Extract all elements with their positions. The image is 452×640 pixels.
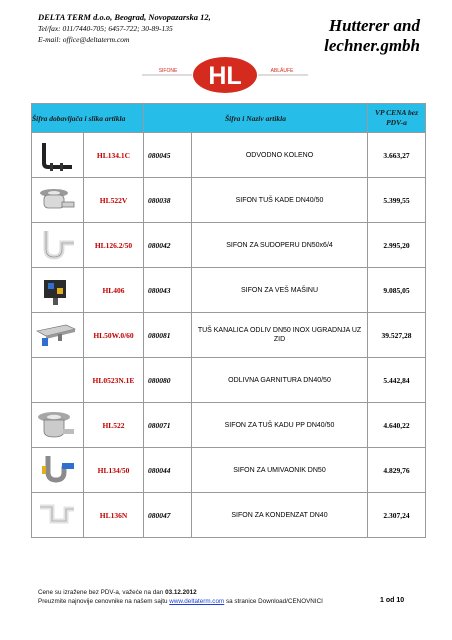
- shower-channel-icon: [36, 319, 76, 351]
- table-row: [32, 268, 426, 313]
- product-image-cell: [32, 133, 84, 178]
- article-code: 080071: [144, 403, 192, 448]
- supplier-code: HL0523N.1E: [84, 358, 144, 403]
- pipe-elbow-icon: [36, 139, 76, 171]
- article-name: ODVODNO KOLENO: [192, 133, 368, 178]
- supplier-code: HL522: [84, 403, 144, 448]
- table-header-row: [32, 104, 426, 133]
- logo-left-text: SIFONE: [158, 68, 178, 74]
- table-row: [32, 403, 426, 448]
- article-code: 080045: [144, 133, 192, 178]
- website-link[interactable]: www.deltaterm.com: [169, 598, 225, 605]
- logo-right-text: ABLÄUFE: [270, 68, 294, 74]
- product-image-cell: [32, 268, 84, 313]
- price-value: 4.829,76: [368, 448, 426, 493]
- footer-note: [38, 588, 438, 606]
- product-image-cell: [32, 223, 84, 268]
- article-code: 080047: [144, 493, 192, 538]
- price-table: [31, 103, 426, 538]
- footer-date: 03.12.2012: [165, 589, 197, 596]
- product-image-cell: [32, 178, 84, 223]
- footer-validity-text: Cene su izražene bez PDV-a, važeće na dan: [38, 589, 166, 596]
- price-value: 39.527,28: [368, 313, 426, 358]
- price-value: 2.307,24: [368, 493, 426, 538]
- price-value: 3.663,27: [368, 133, 426, 178]
- table-row: [32, 133, 426, 178]
- col-article-header: Šifra i Naziv artikla: [144, 104, 368, 133]
- article-code: 080043: [144, 268, 192, 313]
- col-price-header: [368, 104, 426, 133]
- article-name: SIFON ZA VEŠ MAŠINU: [192, 268, 368, 313]
- table-row: [32, 313, 426, 358]
- sink-trap-icon: [36, 229, 76, 261]
- company-phone: Tel/fax: 011/7440-705; 6457-722; 30-89-135: [38, 24, 173, 33]
- table-row: [32, 358, 426, 403]
- page-number: 1 od 10: [380, 597, 405, 604]
- price-value: 4.640,22: [368, 403, 426, 448]
- article-name: SIFON ZA SUDOPERU DN50x6/4: [192, 223, 368, 268]
- table-row: [32, 223, 426, 268]
- shower-trap-icon: [36, 184, 76, 216]
- company-name: DELTA TERM d.o.o, Beograd, Novopazarska 12,: [38, 12, 211, 22]
- article-name: ODLIVNA GARNITURA DN40/50: [192, 358, 368, 403]
- footer-download-suffix: sa stranice Download/CENOVNICI: [224, 598, 323, 605]
- basin-trap-icon: [36, 454, 76, 486]
- product-image-cell: [32, 313, 84, 358]
- article-name: SIFON ZA KONDENZAT DN40: [192, 493, 368, 538]
- footer-line-2: [38, 597, 438, 606]
- product-image-cell: [32, 403, 84, 448]
- supplier-code: HL136N: [84, 493, 144, 538]
- company-email: E-mail: office@deltaterm.com: [38, 35, 130, 44]
- product-image-cell: [32, 448, 84, 493]
- price-header-line1: VP CENA bez: [374, 108, 419, 117]
- product-image-cell: [32, 493, 84, 538]
- article-code: 080038: [144, 178, 192, 223]
- article-name: TUŠ KANALICA ODLIV DN50 INOX UGRADNJA UZ ZID: [192, 313, 368, 358]
- col-supplier-header: Šifra dobavljača i slika artikla: [32, 104, 144, 133]
- article-code: 080080: [144, 358, 192, 403]
- article-code: 080042: [144, 223, 192, 268]
- supplier-code: HL50W.0/60: [84, 313, 144, 358]
- price-header-line2: PDV-a: [386, 118, 407, 127]
- hl-logo: [140, 56, 310, 94]
- logo-center-text: HL: [208, 62, 242, 90]
- price-value: 5.399,55: [368, 178, 426, 223]
- table-row: [32, 178, 426, 223]
- price-value: 5.442,84: [368, 358, 426, 403]
- article-code: 080044: [144, 448, 192, 493]
- footer-line-1: [38, 588, 438, 597]
- table-row: [32, 448, 426, 493]
- footer-download-text: Preuzmite najnovije cenovnike na našem sajtu: [38, 598, 170, 605]
- washing-machine-trap-icon: [36, 274, 76, 306]
- article-name: SIFON ZA TUŠ KADU PP DN40/50: [192, 403, 368, 448]
- price-value: 2.995,20: [368, 223, 426, 268]
- supplier-code: HL522V: [84, 178, 144, 223]
- supplier-code: HL134.1C: [84, 133, 144, 178]
- supplier-code: HL406: [84, 268, 144, 313]
- supplier-code: HL134/50: [84, 448, 144, 493]
- article-name: SIFON ZA UMIVAONIK DN50: [192, 448, 368, 493]
- price-value: 9.085,05: [368, 268, 426, 313]
- shower-tray-trap-icon: [36, 409, 76, 441]
- table-row: [32, 493, 426, 538]
- article-name: SIFON TUŠ KADE DN40/50: [192, 178, 368, 223]
- supplier-code: HL126.2/50: [84, 223, 144, 268]
- brand-title: Hutterer and lechner.gmbh: [324, 16, 420, 55]
- condensate-trap-icon: [36, 499, 76, 531]
- article-code: 080081: [144, 313, 192, 358]
- product-image-cell: [32, 358, 84, 403]
